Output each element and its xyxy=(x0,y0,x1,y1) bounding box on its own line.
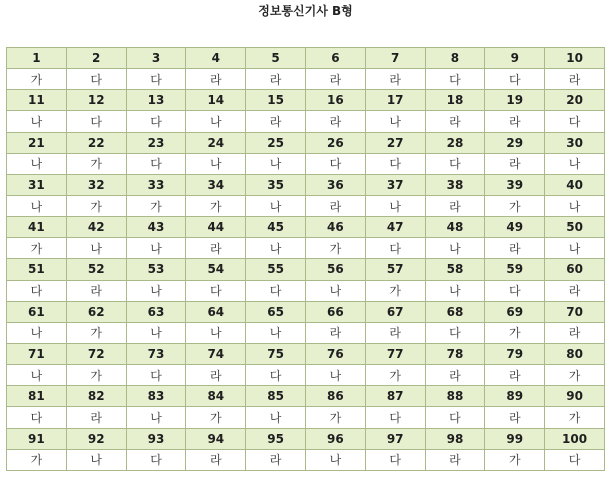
answer-cell: 나 xyxy=(365,111,425,132)
answer-cell: 다 xyxy=(305,153,365,174)
question-number-cell: 57 xyxy=(365,259,425,280)
answer-cell: 나 xyxy=(126,407,186,428)
answer-cell: 라 xyxy=(425,365,485,386)
answer-cell: 라 xyxy=(66,280,126,301)
answer-row xyxy=(7,449,605,470)
answer-cell: 라 xyxy=(246,449,306,470)
question-number-cell: 17 xyxy=(365,90,425,111)
question-number-cell: 80 xyxy=(545,343,605,364)
answer-cell: 다 xyxy=(126,111,186,132)
question-number-cell: 2 xyxy=(66,48,126,69)
question-number-row xyxy=(7,259,605,280)
answer-cell: 다 xyxy=(425,407,485,428)
answer-cell: 나 xyxy=(545,153,605,174)
question-number-cell: 33 xyxy=(126,174,186,195)
question-number-cell: 24 xyxy=(186,132,246,153)
answer-cell: 가 xyxy=(186,407,246,428)
answer-cell: 라 xyxy=(186,449,246,470)
answer-cell: 나 xyxy=(7,195,67,216)
answer-cell: 라 xyxy=(485,153,545,174)
answer-cell: 다 xyxy=(545,111,605,132)
answer-cell: 나 xyxy=(365,195,425,216)
answer-cell: 라 xyxy=(425,111,485,132)
question-number-cell: 100 xyxy=(545,428,605,449)
answer-cell: 나 xyxy=(246,153,306,174)
question-number-cell: 47 xyxy=(365,217,425,238)
question-number-cell: 94 xyxy=(186,428,246,449)
question-number-cell: 58 xyxy=(425,259,485,280)
question-number-cell: 50 xyxy=(545,217,605,238)
question-number-cell: 29 xyxy=(485,132,545,153)
question-number-row xyxy=(7,386,605,407)
answer-row xyxy=(7,195,605,216)
answer-cell: 다 xyxy=(186,280,246,301)
answer-cell: 라 xyxy=(186,238,246,259)
answer-cell: 가 xyxy=(126,195,186,216)
question-number-cell: 53 xyxy=(126,259,186,280)
answer-row xyxy=(7,322,605,343)
question-number-cell: 95 xyxy=(246,428,306,449)
answer-cell: 라 xyxy=(365,69,425,90)
answer-cell: 다 xyxy=(425,322,485,343)
question-number-cell: 85 xyxy=(246,386,306,407)
question-number-cell: 23 xyxy=(126,132,186,153)
answer-cell: 나 xyxy=(305,280,365,301)
question-number-cell: 10 xyxy=(545,48,605,69)
answer-cell: 라 xyxy=(485,407,545,428)
answer-cell: 가 xyxy=(485,195,545,216)
answer-cell: 라 xyxy=(545,280,605,301)
answer-cell: 라 xyxy=(246,111,306,132)
question-number-cell: 15 xyxy=(246,90,306,111)
question-number-cell: 60 xyxy=(545,259,605,280)
answer-cell: 나 xyxy=(7,365,67,386)
question-number-cell: 16 xyxy=(305,90,365,111)
question-number-cell: 69 xyxy=(485,301,545,322)
answer-cell: 라 xyxy=(425,449,485,470)
answer-cell: 다 xyxy=(126,449,186,470)
answer-row xyxy=(7,111,605,132)
answer-cell: 다 xyxy=(246,280,306,301)
question-number-cell: 8 xyxy=(425,48,485,69)
answer-cell: 라 xyxy=(305,69,365,90)
question-number-cell: 25 xyxy=(246,132,306,153)
answer-cell: 나 xyxy=(305,365,365,386)
answer-cell: 다 xyxy=(126,365,186,386)
answer-cell: 나 xyxy=(7,322,67,343)
question-number-row xyxy=(7,48,605,69)
question-number-cell: 91 xyxy=(7,428,67,449)
question-number-cell: 13 xyxy=(126,90,186,111)
answer-cell: 다 xyxy=(365,449,425,470)
question-number-cell: 75 xyxy=(246,343,306,364)
answer-cell: 다 xyxy=(126,69,186,90)
answer-cell: 가 xyxy=(66,195,126,216)
question-number-cell: 14 xyxy=(186,90,246,111)
question-number-row xyxy=(7,217,605,238)
question-number-cell: 38 xyxy=(425,174,485,195)
answer-row xyxy=(7,365,605,386)
answer-cell: 나 xyxy=(126,238,186,259)
question-number-cell: 41 xyxy=(7,217,67,238)
answer-cell: 라 xyxy=(545,69,605,90)
question-number-cell: 87 xyxy=(365,386,425,407)
question-number-cell: 45 xyxy=(246,217,306,238)
question-number-cell: 39 xyxy=(485,174,545,195)
question-number-cell: 68 xyxy=(425,301,485,322)
answer-cell: 가 xyxy=(485,449,545,470)
answer-cell: 가 xyxy=(66,322,126,343)
question-number-cell: 62 xyxy=(66,301,126,322)
answer-row xyxy=(7,238,605,259)
answer-cell: 나 xyxy=(545,238,605,259)
answer-cell: 가 xyxy=(485,322,545,343)
question-number-cell: 35 xyxy=(246,174,306,195)
question-number-cell: 34 xyxy=(186,174,246,195)
question-number-cell: 99 xyxy=(485,428,545,449)
question-number-cell: 92 xyxy=(66,428,126,449)
question-number-cell: 12 xyxy=(66,90,126,111)
question-number-row xyxy=(7,174,605,195)
question-number-cell: 18 xyxy=(425,90,485,111)
question-number-cell: 54 xyxy=(186,259,246,280)
page-title: 정보통신기사 B형 xyxy=(258,4,353,18)
answer-cell: 나 xyxy=(7,111,67,132)
answer-cell: 다 xyxy=(485,280,545,301)
answer-cell: 다 xyxy=(365,153,425,174)
question-number-cell: 37 xyxy=(365,174,425,195)
answer-cell: 라 xyxy=(545,322,605,343)
question-number-cell: 67 xyxy=(365,301,425,322)
question-number-cell: 7 xyxy=(365,48,425,69)
answer-cell: 라 xyxy=(246,69,306,90)
answer-cell: 라 xyxy=(425,195,485,216)
question-number-cell: 1 xyxy=(7,48,67,69)
answer-cell: 라 xyxy=(485,365,545,386)
question-number-cell: 48 xyxy=(425,217,485,238)
answer-row xyxy=(7,280,605,301)
question-number-cell: 78 xyxy=(425,343,485,364)
answer-cell: 가 xyxy=(305,238,365,259)
answer-row xyxy=(7,69,605,90)
answer-cell: 나 xyxy=(66,449,126,470)
answer-cell: 나 xyxy=(305,449,365,470)
answer-cell: 가 xyxy=(66,365,126,386)
question-number-cell: 19 xyxy=(485,90,545,111)
question-number-cell: 64 xyxy=(186,301,246,322)
question-number-row xyxy=(7,90,605,111)
answer-cell: 가 xyxy=(7,449,67,470)
question-number-cell: 9 xyxy=(485,48,545,69)
question-number-cell: 89 xyxy=(485,386,545,407)
question-number-cell: 96 xyxy=(305,428,365,449)
question-number-cell: 70 xyxy=(545,301,605,322)
question-number-cell: 81 xyxy=(7,386,67,407)
answer-cell: 다 xyxy=(425,153,485,174)
answer-cell: 가 xyxy=(545,407,605,428)
question-number-cell: 71 xyxy=(7,343,67,364)
question-number-cell: 52 xyxy=(66,259,126,280)
question-number-cell: 42 xyxy=(66,217,126,238)
question-number-cell: 79 xyxy=(485,343,545,364)
answer-cell: 다 xyxy=(7,280,67,301)
question-number-cell: 27 xyxy=(365,132,425,153)
question-number-cell: 73 xyxy=(126,343,186,364)
question-number-cell: 77 xyxy=(365,343,425,364)
question-number-cell: 93 xyxy=(126,428,186,449)
answer-cell: 라 xyxy=(66,407,126,428)
answer-cell: 나 xyxy=(425,238,485,259)
answer-cell: 나 xyxy=(425,280,485,301)
answer-cell: 나 xyxy=(186,153,246,174)
question-number-row xyxy=(7,301,605,322)
question-number-cell: 40 xyxy=(545,174,605,195)
question-number-cell: 11 xyxy=(7,90,67,111)
answer-cell: 라 xyxy=(186,69,246,90)
question-number-cell: 82 xyxy=(66,386,126,407)
question-number-cell: 36 xyxy=(305,174,365,195)
answer-cell: 다 xyxy=(7,407,67,428)
question-number-cell: 43 xyxy=(126,217,186,238)
answer-cell: 다 xyxy=(425,69,485,90)
answer-cell: 가 xyxy=(305,407,365,428)
question-number-cell: 63 xyxy=(126,301,186,322)
answer-cell: 가 xyxy=(7,238,67,259)
answer-cell: 가 xyxy=(186,195,246,216)
question-number-cell: 20 xyxy=(545,90,605,111)
answer-cell: 다 xyxy=(66,69,126,90)
answer-cell: 나 xyxy=(545,195,605,216)
answer-cell: 라 xyxy=(485,238,545,259)
question-number-cell: 83 xyxy=(126,386,186,407)
question-number-cell: 3 xyxy=(126,48,186,69)
question-number-cell: 49 xyxy=(485,217,545,238)
question-number-cell: 61 xyxy=(7,301,67,322)
question-number-cell: 5 xyxy=(246,48,306,69)
answer-cell: 라 xyxy=(365,322,425,343)
question-number-cell: 65 xyxy=(246,301,306,322)
question-number-cell: 86 xyxy=(305,386,365,407)
question-number-cell: 28 xyxy=(425,132,485,153)
question-number-cell: 76 xyxy=(305,343,365,364)
answer-cell: 라 xyxy=(305,195,365,216)
answer-cell: 나 xyxy=(7,153,67,174)
answer-row xyxy=(7,153,605,174)
question-number-row xyxy=(7,428,605,449)
answer-cell: 다 xyxy=(246,365,306,386)
question-number-cell: 22 xyxy=(66,132,126,153)
question-number-cell: 30 xyxy=(545,132,605,153)
question-number-cell: 32 xyxy=(66,174,126,195)
question-number-cell: 66 xyxy=(305,301,365,322)
question-number-cell: 4 xyxy=(186,48,246,69)
question-number-cell: 6 xyxy=(305,48,365,69)
question-number-cell: 98 xyxy=(425,428,485,449)
answer-cell: 가 xyxy=(7,69,67,90)
answer-cell: 나 xyxy=(246,407,306,428)
answer-cell: 나 xyxy=(246,195,306,216)
question-number-cell: 97 xyxy=(365,428,425,449)
answer-cell: 라 xyxy=(305,111,365,132)
question-number-cell: 72 xyxy=(66,343,126,364)
question-number-cell: 56 xyxy=(305,259,365,280)
question-number-cell: 84 xyxy=(186,386,246,407)
answer-cell: 다 xyxy=(66,111,126,132)
answer-cell: 나 xyxy=(126,280,186,301)
answer-cell: 가 xyxy=(365,280,425,301)
answer-cell: 다 xyxy=(126,153,186,174)
answer-cell: 나 xyxy=(246,322,306,343)
question-number-cell: 26 xyxy=(305,132,365,153)
question-number-cell: 44 xyxy=(186,217,246,238)
question-number-row xyxy=(7,132,605,153)
answer-cell: 다 xyxy=(365,238,425,259)
question-number-cell: 21 xyxy=(7,132,67,153)
answer-key-table xyxy=(6,47,605,471)
answer-cell: 다 xyxy=(545,449,605,470)
answer-row xyxy=(7,407,605,428)
question-number-cell: 31 xyxy=(7,174,67,195)
answer-cell: 다 xyxy=(485,69,545,90)
answer-cell: 가 xyxy=(66,153,126,174)
answer-cell: 나 xyxy=(186,322,246,343)
question-number-cell: 59 xyxy=(485,259,545,280)
answer-cell: 나 xyxy=(126,322,186,343)
answer-cell: 나 xyxy=(66,238,126,259)
answer-key-body xyxy=(7,48,605,471)
question-number-cell: 88 xyxy=(425,386,485,407)
answer-cell: 라 xyxy=(186,365,246,386)
question-number-cell: 51 xyxy=(7,259,67,280)
question-number-cell: 90 xyxy=(545,386,605,407)
answer-cell: 라 xyxy=(485,111,545,132)
answer-cell: 나 xyxy=(186,111,246,132)
question-number-row xyxy=(7,343,605,364)
answer-cell: 나 xyxy=(246,238,306,259)
question-number-cell: 46 xyxy=(305,217,365,238)
question-number-cell: 74 xyxy=(186,343,246,364)
answer-cell: 라 xyxy=(305,322,365,343)
answer-cell: 가 xyxy=(545,365,605,386)
answer-cell: 가 xyxy=(365,365,425,386)
question-number-cell: 55 xyxy=(246,259,306,280)
answer-cell: 다 xyxy=(365,407,425,428)
